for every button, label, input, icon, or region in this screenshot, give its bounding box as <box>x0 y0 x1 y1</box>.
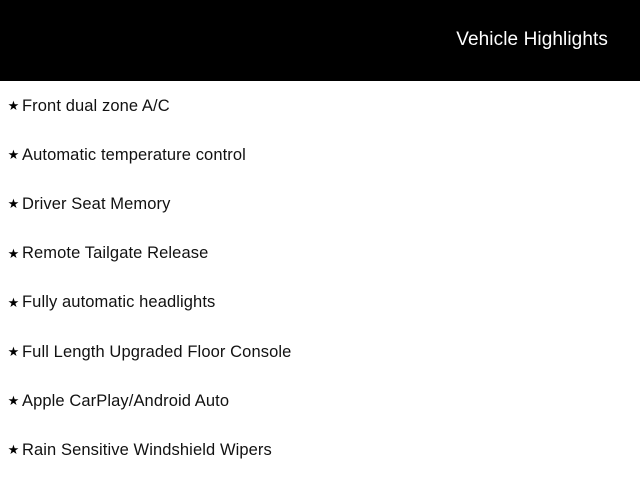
list-item <box>0 81 640 130</box>
list-item <box>0 327 640 376</box>
star-icon: ★ <box>7 393 20 409</box>
list-item <box>0 376 640 425</box>
list-item <box>0 179 640 228</box>
list-item-label: Rain Sensitive Windshield Wipers <box>22 440 272 459</box>
star-icon: ★ <box>7 98 20 114</box>
page-title: Vehicle Highlights <box>456 29 608 50</box>
list-item-label: Front dual zone A/C <box>22 96 170 115</box>
star-icon: ★ <box>7 147 20 163</box>
star-icon: ★ <box>7 196 20 212</box>
list-item <box>0 229 640 278</box>
star-icon: ★ <box>7 245 20 261</box>
list-item <box>0 278 640 327</box>
star-icon: ★ <box>7 344 20 360</box>
header-bar <box>0 0 640 81</box>
star-icon: ★ <box>7 294 20 310</box>
list-item <box>0 130 640 179</box>
vehicle-highlights-list <box>0 81 640 475</box>
list-item <box>0 425 640 474</box>
list-item-label: Remote Tailgate Release <box>22 244 209 263</box>
list-item-label: Full Length Upgraded Floor Console <box>22 342 292 361</box>
list-item-label: Fully automatic headlights <box>22 293 216 312</box>
list-item-label: Driver Seat Memory <box>22 194 171 213</box>
star-icon: ★ <box>7 442 20 458</box>
list-item-label: Apple CarPlay/Android Auto <box>22 391 230 410</box>
list-item-label: Automatic temperature control <box>22 145 246 164</box>
